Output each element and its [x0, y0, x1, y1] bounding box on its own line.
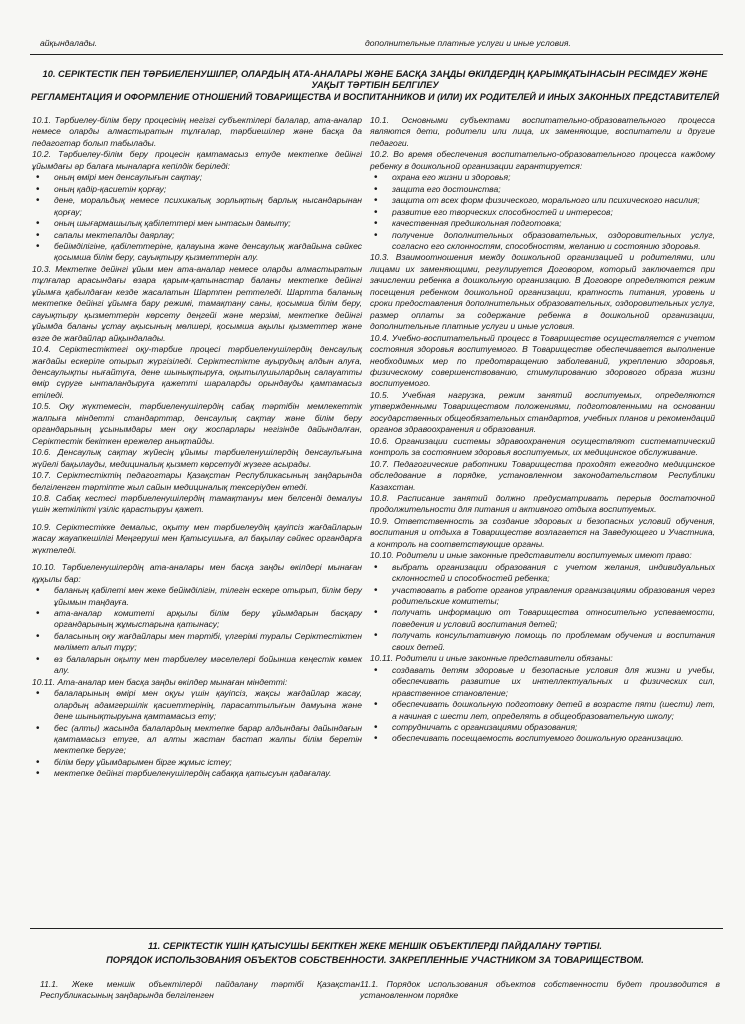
- list-item: • качественная предшкольная подготовка;: [370, 218, 715, 229]
- paragraph-10-6: 10.6. Денсаулық сақтау жүйесің ұйымы тәрбиеленушілердің денсаулығына жүйелі бақылауды, медициналық қызмет көрсетуді жүзеге асырады.: [32, 447, 362, 469]
- paragraph-10-1: 10.1. Основными субъектами воспитательно-образовательного процесса являются дети, родители или лица, их заменяющие, воспитатели и другие педагоги.: [370, 115, 715, 148]
- paragraph-10-6: 10.6. Организации системы здравоохранения осуществляют систематический контроль за состоянием здоровья воспитуемых, их медицинское обслуживание.: [370, 435, 715, 458]
- continued-text-left: айқындалады.: [40, 38, 98, 48]
- section-divider: [30, 928, 723, 929]
- list-item: • защита от всех форм физического, морального или психического насилия;: [370, 195, 715, 206]
- list-10-10: [370, 562, 715, 654]
- list-item: • сапалы мектепалды даярлау;: [32, 230, 362, 241]
- list-item: • ата-аналар комитеті арқылы білім беру ұйымдарын басқару органдарының жұмыстарына қатынасу;: [32, 608, 362, 631]
- list-10-10: [32, 585, 362, 677]
- list-item: • оның шығармашылық қабілеттері мен ынтасын дамыту;: [32, 218, 362, 229]
- paragraph-10-2: 10.2. Во время обеспечения воспитательно-образовательного процесса каждому ребенку в дошкольной организации гарантируется:: [370, 149, 715, 171]
- paragraph-11-1-kz: 11.1. Жеке меншік объектілерді пайдалану тәртібі Қазақстан Республикасының заңдарында белгіленген: [40, 979, 360, 1001]
- list-item: • участвовать в работе органов управления организациями образования через родительские комитеты;: [370, 585, 715, 608]
- list-10-11: [370, 665, 715, 745]
- list-item: • получать консультативную помощь по проблемам обучения и воспитания своих детей.: [370, 630, 715, 653]
- list-item: • өз балаларын оқыту мен тәрбиелеу мәселелері бойынша кеңестік көмек алу.: [32, 654, 362, 677]
- list-item: • обеспечивать посещаемость воспитуемого дошкольную организацию.: [370, 733, 715, 744]
- paragraph-10-11: 10.11. Ата-аналар мен басқа заңды өкілдер мынаған міндетті:: [32, 676, 288, 687]
- paragraph-10-7: 10.7. Педагогические работники Товарищества проходят ежегодно медицинское обследование в порядке, установленном законодательством Республики Казахстан.: [370, 458, 715, 492]
- list-item: • получать информацию от Товарищества относительно успеваемости, поведения и условий воспитания детей;: [370, 607, 715, 630]
- list-item: • развитие его творческих способностей и интересов;: [370, 207, 715, 218]
- list-item: • дене, моральдық немесе психикалық зорлықтың барлық нысандарынан қорғау;: [32, 195, 362, 218]
- paragraph-10-9: 10.9. Серіктестікке демалыс, оқыту мен тәрбиелеудің қауіпсіз жағдайларын жасау жауапкешілігі Меңгеруші мен Қатысушыға, ал бақылау сәйкес органдарға жүктеледі.: [32, 521, 362, 555]
- paragraph-10-10: 10.10. Родители и иные законные представители воспитуемых имеют право:: [370, 550, 692, 561]
- paragraph-10-4: 10.4. Учебно-воспитательный процесс в Товариществе осуществляется с учетом состояния здоровья воспитуемого. В Товариществе обеспечивается выполнение необходимых мер по предотвращению заболеваний, укреплению здоровья, физическому совершенствованию, стимулированию здорового образа жизни воспитуемого.: [370, 332, 715, 389]
- list-item: • білім беру ұйымдарымен бірге жұмыс істеу;: [32, 757, 362, 768]
- right-column-ru: [370, 115, 715, 745]
- list-10-11: [32, 688, 362, 780]
- paragraph-10-4: 10.4. Серіктестіктегі оқу-тәрбие процесі тәрбиеленушілердің денсаулық жағдайы ескеріле отырып жүргізіледі. Серіктестікте ауырудың алдын алуға, денсаулықты нығайтуға, дене шынықтыруға, оқытылушылардың салауатты өмір сүруге ынталандыруға қажетті шараларды орындауды қамтамасыз етіледі.: [32, 344, 362, 400]
- list-item: • обеспечивать дошкольную подготовку детей в возрасте пяти (шести) лет, а начиная с шести лет, определять в общеобразовательную школу;: [370, 699, 715, 722]
- section-10-heading-ru: РЕГЛАМЕНТАЦИЯ И ОФОРМЛЕНИЕ ОТНОШЕНИЙ ТОВАРИЩЕСТВА И ВОСПИТАННИКОВ И (ИЛИ) ИХ РОДИТЕЛЕЙ И ИНЫХ ЗАКОННЫХ ПРЕДСТАВИТЕЛЕЙ: [30, 92, 720, 102]
- list-item: • балаларының өмірі мен оқуы үшін қауіпсіз, жақсы жағдайлар жасау, олардың адамгершілік қасиеттерінің, парасаттылығын дамуына және дене шынықтыруына қамтамасыз ету;: [32, 688, 362, 722]
- list-item: • защита его достоинства;: [370, 184, 715, 195]
- paragraph-10-10: 10.10. Тәрбиеленушілердің ата-аналары мен басқа заңды өкілдері мынаған құқылы бар:: [32, 562, 362, 584]
- paragraph-10-5: 10.5. Оқу жүктемесін, тәрбиеленушілердің сабақ тәртібін мемлекеттік жалпыға міндетті стандарттар, денсаулық сақтау және білім беру органдарының ұсынымдары мен оқу жоспарлары негізінде дайындалған, Серіктестік бекіткен ережелер анықтайды.: [32, 401, 362, 446]
- paragraph-10-11: 10.11. Родители и иные законные представители обязаны:: [370, 653, 613, 664]
- paragraph-10-3: 10.3. Взаимоотношения между дошкольной организацией и родителями, или лицами их заменяющими, регулируется Договором, который заключается при зачислении ребенка в дошкольную организацию. В Договоре определяются режим посещения ребенком дошкольной организации, кратность питания, уровень и сроки предоставления дополнительных образовательных, оздоровительных услуг, размер оплаты за содержание ребенка в дошкольной организации, дополнительные платные услуги и иные условия.: [370, 252, 715, 332]
- paragraph-10-1: 10.1. Тәрбиелеу-білім беру процесінің негізгі субъектілері балалар, ата-аналар немесе оларды алмастыратын тұлғалар, тәрбиешілер және басқа да педагогтар болып табылады.: [32, 115, 362, 148]
- paragraph-10-2: 10.2. Тәрбиелеу-білім беру процесін қамтамасыз етуде мектепке дейінгі ұйымдағы әр балаға мыналарға кепілдік беріледі:: [32, 149, 362, 171]
- list-item: • мектепке дейінгі тәрбиеленушілердің сабаққа қатысуын қадағалау.: [32, 768, 362, 779]
- list-item: • бес (алты) жасында балалардың мектепке барар алдындағы дайындағын қамтамасыз етуге, ал алты жастан бастап жалпы білім беретін мектепке беруге;: [32, 723, 362, 757]
- list-item: • оның қадір-қасиетін қорғау;: [32, 184, 362, 195]
- paragraph-10-9: 10.9. Ответственность за создание здоровых и безопасных условий обучения, воспитания и отдыха в Товариществе возлагается на Заведующего и Участника, а контроль на соответствующие органы.: [370, 515, 715, 549]
- list-item: • баласының оқу жағдайлары мен тәртібі, үлгерімі туралы Серіктестіктен мәлімет алып тұру;: [32, 631, 362, 654]
- continued-text-right: дополнительные платные услуги и иные условия.: [365, 38, 571, 48]
- list-item: • бейімділігіне, қабілеттеріне, қалауына және денсаулық жағдайына сәйкес қосымша білім беру, сауықтыру қызметтерін алу.: [32, 241, 362, 264]
- left-column-kz: [32, 115, 362, 780]
- paragraph-11-1-ru: 11.1. Порядок использования объектов собственности будет производится в установленном порядке: [360, 979, 720, 1001]
- section-divider: [30, 54, 723, 55]
- paragraph-10-7: 10.7. Серіктестіктің педагогтары Қазақстан Республикасының заңдарында белгіленген тәртіпте жыл сайын медициналық тексеріуден өтеді.: [32, 470, 362, 492]
- list-item: • получение дополнительных образовательных, оздоровительных услуг, согласно его склонностям, способностям, желанию и состоянию здоровья.: [370, 230, 715, 253]
- list-item: • создавать детям здоровые и безопасные условия для жизни и учебы, обеспечивать развитие их интеллектуальных и физических сил, нравственное становление;: [370, 665, 715, 699]
- section-10-heading-kz: 10. СЕРІКТЕСТІК ПЕН ТӘРБИЕЛЕНУШІЛЕР, ОЛАРДЫҢ АТА-АНАЛАРЫ ЖӘНЕ БАСҚА ЗАҢДЫ ӨКІЛДЕРДІҢ ҚАРЫМҚАТЫНАСЫН РЕСІМДЕУ ЖӘНЕ УАҚЫТ ТӘРТІБІН БЕЛГІЛЕУ: [42, 69, 708, 90]
- paragraph-10-8: 10.8. Расписание занятий должно предусматривать перерыв достаточной продолжительности для питания и активного отдыха воспитуемых.: [370, 492, 715, 515]
- list-item: • охрана его жизни и здоровья;: [370, 172, 715, 183]
- paragraph-10-3: 10.3. Мектепке дейінгі ұйым мен ата-аналар немесе оларды алмастыратын тұлғалар арасындағы өзара қарым-қатынастар баланы мектепке дейінгі ұйымға қабылдаған кезде жасалатын Шартпен реттеледі. Шартта баланың мектепке дейінгі ұйымға бару режимі, тамақтану саны, қосымша білім беру, сауықтыру қызметтерін көрсету деңгейі және мерзімі, мектепке дейінгі ұйымда баланы ұстау ақысының мөлшері, қосымша ақылы қызметтер және өзге де жағдайлар айқындалады.: [32, 263, 362, 343]
- paragraph-10-8: 10.8. Сабақ кестесі тәрбиеленушілердің тамақтануы мен белсенді демалуы үшін жеткілікті үзіліс қарастыруы қажет.: [32, 492, 362, 515]
- paragraph-10-5: 10.5. Учебная нагрузка, режим занятий воспитуемых, определяются утвержденными Товариществом положениями, подготовленными на основании государственных общеобязательных стандартов, учебных планов и рекомендаций органов здравоохранения и образования.: [370, 389, 715, 435]
- list-10-2: [32, 172, 362, 264]
- section-11-heading-kz: 11. СЕРІКТЕСТІК ҮШІН ҚАТЫСУШЫ БЕКІТКЕН ЖЕКЕ МЕНШІК ОБЪЕКТІЛЕРДІ ПАЙДАЛАНУ ТӘРТІБІ.: [147, 941, 603, 951]
- section-11-heading-ru: ПОРЯДОК ИСПОЛЬЗОВАНИЯ ОБЪЕКТОВ СОБСТВЕННОСТИ. ЗАКРЕПЛЕННЫЕ УЧАСТНИКОМ ЗА ТОВАРИЩЕСТВОМ.: [106, 955, 644, 965]
- list-item: • выбрать организации образования с учетом желания, индивидуальных склонностей и способностей ребенка;: [370, 562, 715, 585]
- list-item: • оның өмірі мен денсаулығын сақтау;: [32, 172, 362, 183]
- list-10-2: [370, 172, 715, 252]
- list-item: • сотрудничать с организациями образования;: [370, 722, 715, 733]
- list-item: • баланың қабілеті мен жеке бейімділігін, тілегін ескере отырып, білім беру ұйымын таңдауға.: [32, 585, 362, 608]
